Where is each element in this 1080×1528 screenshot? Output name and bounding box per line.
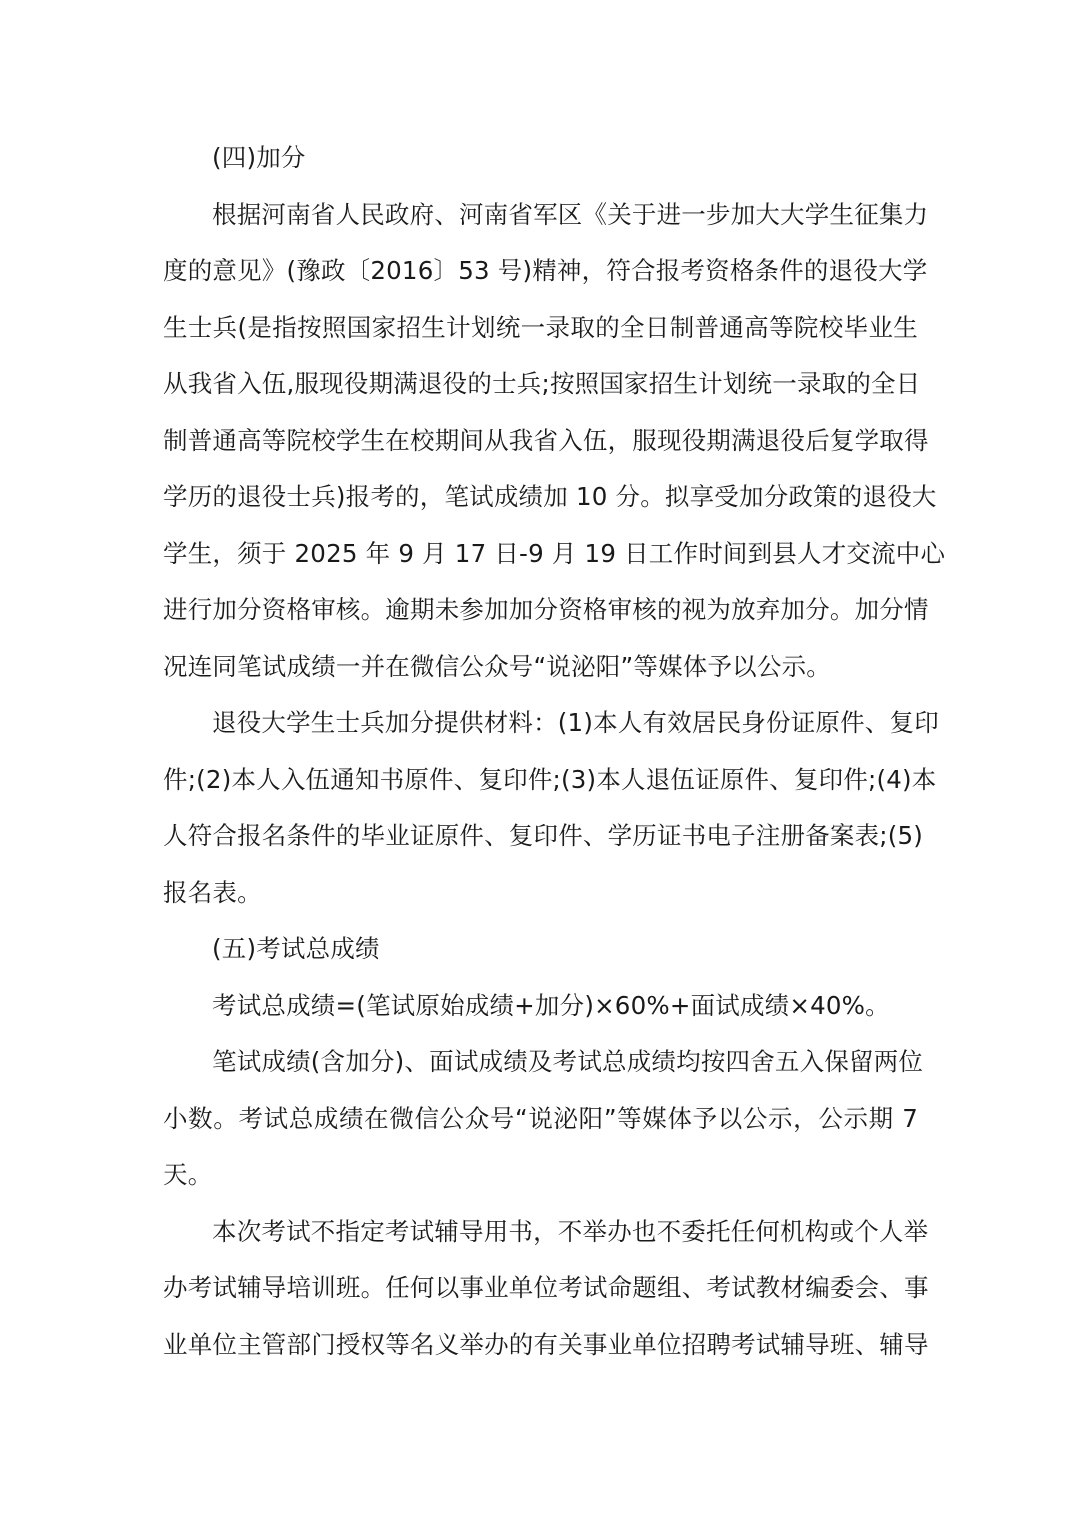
paragraph-no-tutoring — [163, 1204, 929, 1374]
text-line: 天。 — [163, 1160, 213, 1189]
text-line: 生士兵(是指按照国家招生计划统一录取的全日制普通高等院校毕业生 — [163, 312, 918, 342]
text-line: 件;(2)本人入伍通知书原件、复印件;(3)本人退伍证原件、复印件;(4)本 — [163, 764, 937, 794]
section-heading-total-score: (五)考试总成绩 — [212, 934, 380, 963]
text-line: 本次考试不指定考试辅导用书，不举办也不委托任何机构或个人举 — [212, 1216, 929, 1246]
paragraph-bonus-policy — [163, 187, 946, 696]
text-line: 报名表。 — [163, 877, 262, 907]
text-line: 退役大学生士兵加分提供材料：(1)本人有效居民身份证原件、复印 — [212, 708, 939, 737]
paragraph-score-rounding — [163, 1034, 924, 1204]
text-line: 办考试辅导培训班。任何以事业单位考试命题组、考试教材编委会、事 — [163, 1273, 929, 1302]
text-line: 根据河南省人民政府、河南省军区《关于进一步加大大学生征集力 — [212, 199, 929, 229]
text-line: 小数。考试总成绩在微信公众号“说泌阳”等媒体予以公示，公示期 7 — [163, 1103, 918, 1133]
section-heading-bonus: (四)加分 — [212, 143, 306, 172]
text-line: 笔试成绩(含加分)、面试成绩及考试总成绩均按四舍五入保留两位 — [212, 1047, 924, 1076]
text-line: 业单位主管部门授权等名义举办的有关事业单位招聘考试辅导班、辅导 — [163, 1329, 929, 1359]
text-line: 人符合报名条件的毕业证原件、复印件、学历证书电子注册备案表;(5) — [163, 821, 924, 850]
text-line: 从我省入伍,服现役期满退役的士兵;按照国家招生计划统一录取的全日 — [163, 369, 921, 398]
text-line: 学生，须于 2025 年 9 月 17 日-9 月 19 日工作时间到县人才交流中心 — [163, 538, 946, 568]
text-line: 制普通高等院校学生在校期间从我省入伍，服现役期满退役后复学取得 — [163, 425, 929, 455]
text-line: 况连同笔试成绩一并在微信公众号“说泌阳”等媒体予以公示。 — [163, 651, 831, 681]
text-line: 学历的退役士兵)报考的，笔试成绩加 10 分。拟享受加分政策的退役大 — [163, 482, 937, 511]
paragraph-score-formula: 考试总成绩=(笔试原始成绩+加分)×60%+面试成绩×40%。 — [212, 990, 890, 1020]
text-line: 进行加分资格审核。逾期未参加加分资格审核的视为放弃加分。加分情 — [163, 595, 929, 624]
text-line: 度的意见》(豫政〔2016〕53 号)精神，符合报考资格条件的退役大学 — [163, 256, 928, 285]
paragraph-bonus-materials — [163, 695, 939, 921]
document-page — [163, 130, 946, 1373]
